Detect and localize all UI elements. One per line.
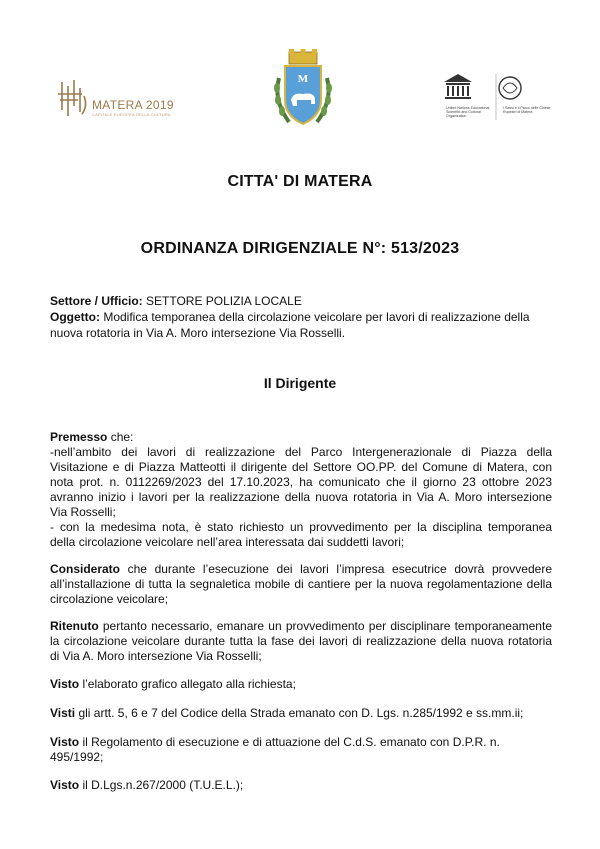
oggetto-line-1: Oggetto: Modifica temporanea della circolazione veicolare per lavori di realizzazione della [50, 310, 530, 324]
unesco-caption: United Nations Educational, Scientific and Cultural Organization [446, 106, 491, 119]
city-title: CITTA' DI MATERA [227, 173, 373, 190]
premesso-line: della circolazione veicolare nell’area interessata dai suddetti lavori; [50, 535, 405, 549]
matera-2019-subtitle: CAPITALE EUROPEA DELLA CULTURA [92, 112, 171, 117]
il-dirigente-heading: Il Dirigente [263, 375, 337, 391]
premesso-line: - con la medesima nota, è stato richiesto un provvedimento per la disciplina temporanea [50, 520, 552, 534]
visto-regolamento-line-1: Visto il Regolamento di esecuzione e di attuazione del C.d.S. emanato con D.P.R. n. [50, 735, 500, 749]
ritenuto-line-3: di Via A. Moro intersezione Via Rosselli; [50, 649, 262, 663]
ritenuto-line-2: la circolazione veicolare durante tutta la fase dei lavori di realizzazione della nuova rotatoria [50, 634, 552, 648]
oggetto-line-2: nuova rotatoria in Via A. Moro intersezione Via Rosselli. [50, 326, 346, 340]
world-heritage-caption: I Sassi e il Parco delle Chiese Rupestri di Matera [503, 106, 551, 115]
visti-codice-line: Visti gli artt. 5, 6 e 7 del Codice della Strada emanato con D. Lgs. n.285/1992 e ss.mm.ii; [50, 706, 524, 720]
premesso-line: avranno inizio i lavori per la realizzazione della nuova rotatoria in Via A. Moro intersezione [50, 490, 552, 504]
considerato-line-3: circolazione veicolare; [50, 592, 169, 606]
considerato-line-1: Considerato che durante l’esecuzione dei lavori l’impresa esecutrice dovrà provvedere [50, 562, 552, 576]
settore-line: Settore / Ufficio: SETTORE POLIZIA LOCALE [50, 294, 302, 308]
premesso-line: nota prot. n. 0112269/2023 del 17.10.2023, ha comunicato che il giorno 23 ottobre 2023 [50, 475, 552, 489]
visto-regolamento-line-2: 495/1992; [50, 750, 104, 764]
matera-2019-brand: MATERA 2019 [92, 98, 174, 112]
svg-text:M: M [297, 73, 309, 85]
city-crest-icon [271, 48, 335, 130]
premesso-line: Via Rosselli; [50, 505, 116, 519]
considerato-line-2: all’installazione di tutta la segnaletica mobile di cantiere per la nuova regolamentazione della [50, 577, 552, 591]
ordinance-title: ORDINANZA DIRIGENZIALE N°: 513/2023 [140, 240, 460, 257]
premesso-heading: Premesso che: [50, 430, 134, 444]
visto-tuel-line: Visto il D.Lgs.n.267/2000 (T.U.E.L.); [50, 778, 244, 792]
visto-elaborato-line: Visto l’elaborato grafico allegato alla richiesta; [50, 677, 296, 691]
premesso-line: -nell’ambito dei lavori di realizzazione del Parco Intergenerazionale di Piazza della [50, 445, 552, 459]
premesso-line: Visitazione e di Piazza Matteotti il dirigente del Settore OO.PP. del Comune di Matera, con [50, 460, 552, 474]
ritenuto-line-1: Ritenuto pertanto necessario, emanare un provvedimento per disciplinare temporaneamente [50, 619, 552, 633]
